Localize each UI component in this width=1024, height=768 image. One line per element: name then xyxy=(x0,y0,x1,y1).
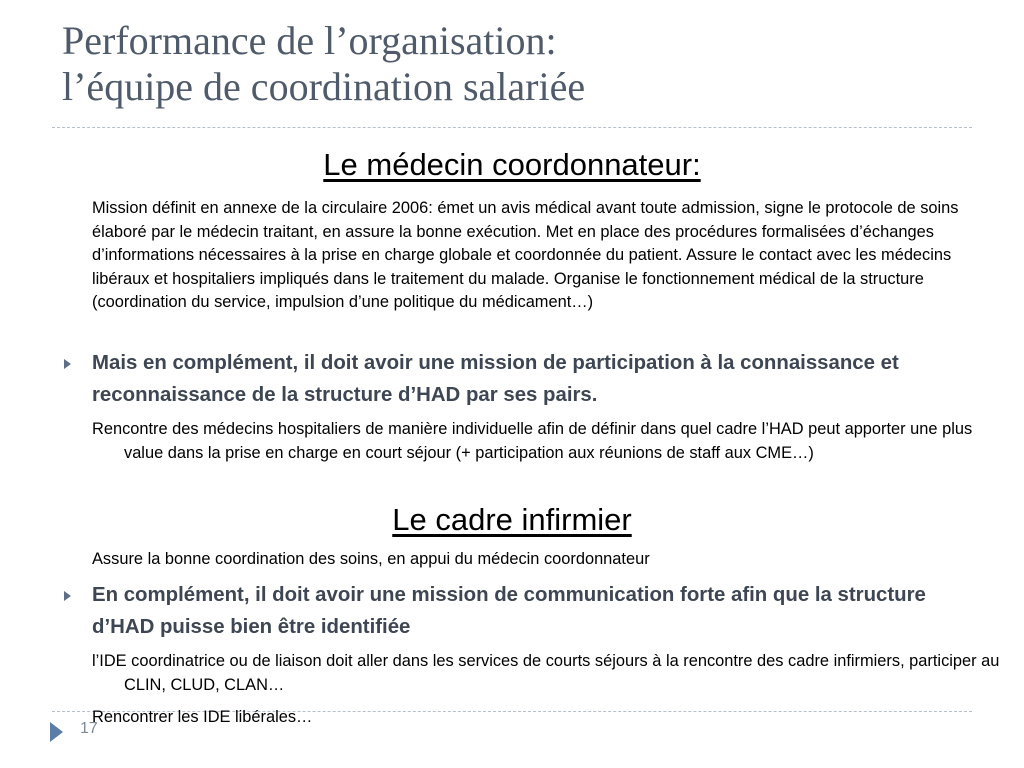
slide-title-line-2: l’équipe de coordination salariée xyxy=(62,64,586,109)
medecin-complement-bullet: Mais en complément, il doit avoir une mission de participation à la connaissance et reconnaissance de la structure d’HAD par ses pairs. xyxy=(92,352,899,406)
section-heading-cadre: Le cadre infirmier xyxy=(392,502,632,537)
slide-title-line-1: Performance de l’organisation: xyxy=(62,18,557,63)
title-divider xyxy=(52,127,972,128)
cadre-mission-text: Assure la bonne coordination des soins, en appui du médecin coordonnateur xyxy=(92,550,650,568)
page-number: 17 xyxy=(80,720,98,737)
section-heading-medecin: Le médecin coordonnateur: xyxy=(323,147,701,182)
bullet-arrow-icon xyxy=(64,591,71,601)
cadre-detail-text: l’IDE coordinatrice ou de liaison doit aller dans les services de courts séjours à la rencontre des cadre infirmiers, participer au CLIN, CLUD, CLAN… xyxy=(92,652,1000,694)
footer-triangle-icon xyxy=(50,722,63,742)
cadre-detail-text-2: Rencontrer les IDE libérales… xyxy=(92,708,313,726)
slide-title xyxy=(62,18,1002,110)
medecin-mission-text: Mission définit en annexe de la circulaire 2006: émet un avis médical avant toute admission, signe le protocole de soins élaboré par le médecin traitant, en assure la bonne exécution. Met en place des procédures formalisées d’échanges d’informations nécessaires à la prise en charge globale et coordonnée du patient. Assure le contact avec les médecins libéraux et hospitaliers impliqués dans le traitement du malade. Organise le fonctionnement médical de la structure (coordination du service, impulsion d’une politique du médicament…) xyxy=(92,199,959,312)
bullet-arrow-icon xyxy=(64,359,71,369)
cadre-complement-bullet: En complément, il doit avoir une mission de communication forte afin que la structure d’HAD puisse bien être identifiée xyxy=(92,584,926,638)
medecin-detail-text: Rencontre des médecins hospitaliers de manière individuelle afin de définir dans quel cadre l’HAD peut apporter une plus value dans la prise en charge en court séjour (+ participation aux réunions de staff aux CME…) xyxy=(92,420,973,462)
